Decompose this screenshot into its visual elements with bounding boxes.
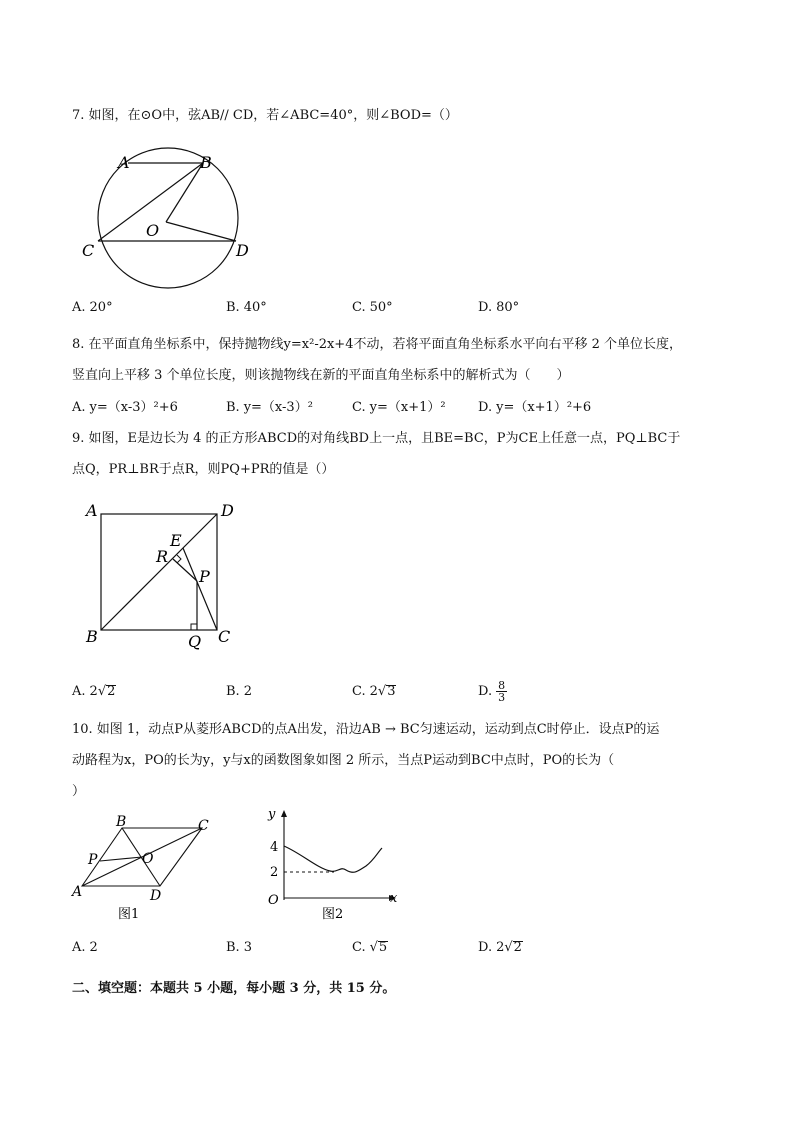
q10-text-line1: 10. 如图 1，动点P从菱形ABCD的点A出发，沿边AB → BC匀速运动，运动到点C时停止．设点P的运 (72, 722, 660, 737)
label-d: D (221, 501, 234, 520)
q7-option-c[interactable]: C. 50° (352, 300, 393, 315)
q8-option-b[interactable]: B. y=（x-3）² (226, 400, 313, 415)
q9-text-line1: 9. 如图，E是边长为 4 的正方形ABCD的对角线BD上一点，且BE=BC，P为CE上任意一点，PQ⊥BC于 (72, 431, 681, 446)
label-o: O (142, 851, 154, 867)
function-curve (284, 846, 382, 872)
q10-options (72, 940, 672, 960)
tick-4: 4 (270, 840, 279, 855)
y-axis-arrow (281, 810, 287, 817)
right-angle-r (177, 555, 181, 563)
segment-od (166, 222, 236, 241)
fraction-8-3: $\frac{8}{3}$ (498, 679, 506, 704)
q7-option-b[interactable]: B. 40° (226, 300, 267, 315)
right-angle-q (191, 624, 197, 630)
label-b: B (86, 627, 98, 646)
segment-rp (173, 559, 197, 581)
q10-option-d[interactable]: D. 2√2 (478, 940, 522, 955)
q8-text-line1: 8. 在平面直角坐标系中，保持抛物线y=x²-2x+4不动，若将平面直角坐标系水平向右平移 2 个单位长度， (72, 337, 683, 352)
label-q: Q (188, 632, 202, 651)
q10-option-a[interactable]: A. 2 (72, 940, 98, 955)
q9-square-figure (84, 500, 244, 650)
q7-circle-figure (78, 148, 258, 288)
q8-option-d[interactable]: D. y=（x+1）²+6 (478, 400, 592, 415)
q8-text-line2: 竖直向上平移 3 个单位长度，则该抛物线在新的平面直角坐标系中的解析式为（ ） (72, 368, 570, 383)
q9-options (72, 680, 672, 704)
label-p: P (88, 852, 98, 868)
segment-ce (183, 548, 217, 630)
q10-option-b[interactable]: B. 3 (226, 940, 252, 955)
label-y: y (268, 807, 276, 822)
label-b: B (200, 153, 212, 172)
q9-text-line2: 点Q，PR⊥BR于点R，则PQ+PR的值是（） (72, 462, 335, 477)
q9-option-a[interactable]: A. 2√2 (72, 684, 116, 699)
label-a: A (118, 153, 130, 172)
q7-option-d[interactable]: D. 80° (478, 300, 520, 315)
label-b: B (116, 814, 127, 830)
q7-text: 7. 如图，在⊙O中，弦AB// CD，若∠ABC=40°，则∠BOD=（） (72, 108, 458, 123)
label-c: C (198, 818, 209, 834)
section-fill-in-blank-header: 二、填空题：本题共 5 小题，每小题 3 分，共 15 分。 (72, 981, 396, 996)
label-a: A (86, 501, 98, 520)
q10-text-line3: ） (72, 784, 86, 799)
label-c: C (82, 241, 95, 260)
figure-2-caption: 图2 (322, 907, 344, 922)
q10-option-c[interactable]: C. √5 (352, 940, 388, 955)
q10-rhombus-figure (70, 812, 230, 922)
q10-graph-figure (262, 808, 412, 922)
q8-option-c[interactable]: C. y=（x+1）² (352, 400, 446, 415)
q7-options (72, 300, 672, 318)
figure-1-caption: 图1 (118, 907, 140, 922)
label-c: C (218, 627, 231, 646)
tick-2: 2 (270, 865, 279, 880)
label-p: P (199, 567, 210, 586)
q9-option-c[interactable]: C. 2√3 (352, 684, 396, 699)
q9-option-d[interactable]: D. $\frac{8}{3}$ (478, 679, 506, 704)
q10-text-line2: 动路程为x，PO的长为y，y与x的函数图象如图 2 所示，当点P运动到BC中点时，PO的长为（ (72, 753, 615, 768)
q8-option-a[interactable]: A. y=（x-3）²+6 (72, 400, 178, 415)
label-a: A (72, 884, 83, 900)
q8-options (72, 396, 672, 414)
q7-option-a[interactable]: A. 20° (72, 300, 113, 315)
label-o: O (268, 893, 279, 908)
label-x: x (390, 891, 398, 906)
label-r: R (156, 547, 169, 566)
label-e: E (170, 531, 182, 550)
segment-bo (166, 163, 203, 222)
label-d: D (150, 888, 162, 904)
q9-option-b[interactable]: B. 2 (226, 684, 252, 699)
label-d: D (236, 241, 249, 260)
label-o: O (146, 221, 160, 240)
